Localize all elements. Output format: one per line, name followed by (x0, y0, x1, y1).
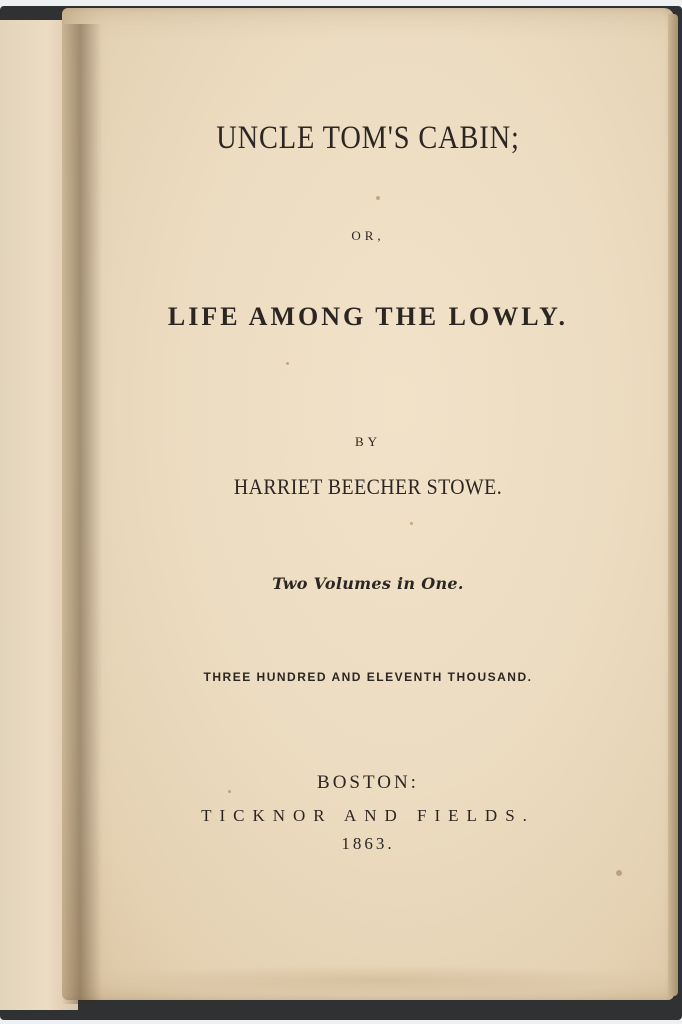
publication-year: 1863. (341, 834, 395, 853)
spine-shadow (62, 24, 102, 1004)
author-name: HARRIET BEECHER STOWE. (233, 474, 503, 499)
by-line: BY (354, 434, 382, 449)
book-subtitle: LIFE AMONG THE LOWLY. (167, 302, 569, 331)
page-stain (120, 965, 640, 995)
foxing-speck (286, 362, 289, 365)
foxing-speck (376, 196, 380, 200)
volumes-note: Two Volumes in One. (272, 574, 464, 593)
title-conjunction: OR, (351, 228, 385, 243)
publication-city: BOSTON: (317, 772, 419, 793)
foxing-speck (616, 870, 622, 876)
publisher-name: TICKNOR AND FIELDS. (201, 806, 535, 825)
foxing-speck (410, 522, 413, 525)
book-title: UNCLE TOM'S CABIN; (216, 120, 520, 156)
edition-note: THREE HUNDRED AND ELEVENTH THOUSAND. (203, 670, 533, 684)
